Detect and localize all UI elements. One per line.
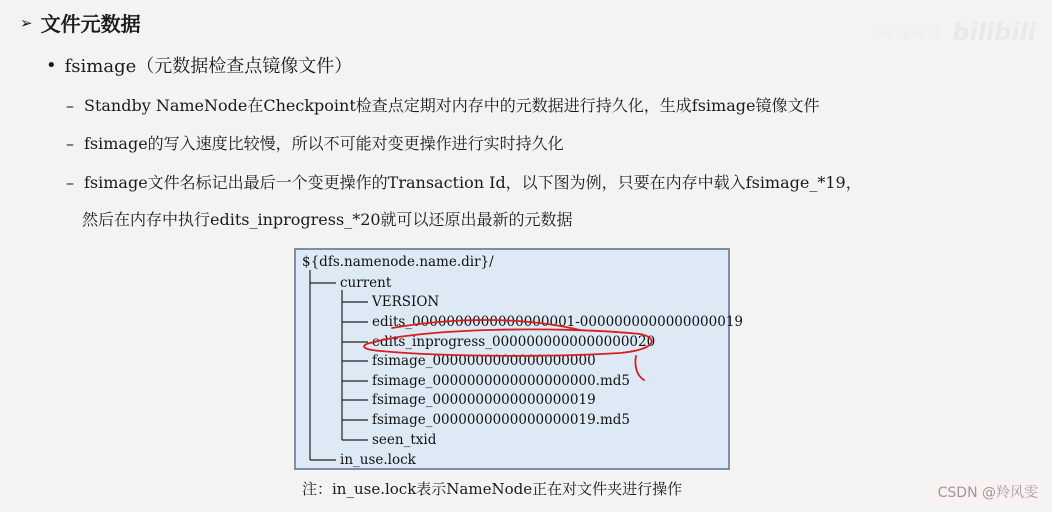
- tree-file: fsimage_0000000000000000000: [372, 353, 596, 369]
- bilibili-logo: bilibili: [952, 18, 1036, 46]
- directory-tree-figure: [294, 248, 743, 470]
- point-3-text: fsimage文件名标记出最后一个变更操作的Transaction Id，以下图为例，只要在内存中载入fsimage_*19，: [84, 173, 862, 192]
- tree-root: ${dfs.namenode.name.dir}/: [302, 254, 494, 270]
- point-3-continuation: 然后在内存中执行edits_inprogress_*20就可以还原出最新的元数据: [82, 210, 573, 229]
- figure-note: 注：in_use.lock表示NameNode正在对文件夹进行操作: [302, 480, 683, 498]
- point-1-text: Standby NameNode在Checkpoint检查点定期对内存中的元数据进行持久化，生成fsimage镜像文件: [84, 96, 820, 115]
- point-2: [66, 131, 564, 154]
- point-2-text: fsimage的写入速度比较慢，所以不可能对变更操作进行实时持久化: [84, 134, 564, 153]
- tree-file: VERSION: [372, 294, 440, 310]
- tree-file: seen_txid: [372, 432, 437, 448]
- watermark-text: 哔哩哔哩: [878, 23, 943, 43]
- point-1: [66, 93, 819, 116]
- arrow-bullet-icon: ➢: [20, 13, 33, 32]
- tree-file: edits_0000000000000000001-0000000000000000019: [372, 314, 743, 330]
- tree-file: fsimage_0000000000000000019: [372, 392, 596, 408]
- fsimage-bullet: [46, 52, 352, 78]
- bilibili-watermark: [878, 18, 1036, 46]
- tree-file: fsimage_0000000000000000000.md5: [372, 373, 630, 389]
- dash-marker: –: [66, 134, 74, 153]
- fsimage-bullet-text: fsimage（元数据检查点镜像文件）: [64, 56, 353, 77]
- dash-marker: –: [66, 96, 74, 115]
- tree-current-dir: current: [340, 275, 392, 291]
- bullet-dot-icon: •: [46, 54, 57, 76]
- tree-file: edits_inprogress_0000000000000000020: [372, 334, 656, 350]
- section-heading: [20, 8, 141, 37]
- csdn-watermark: CSDN @羚风雯: [932, 480, 1044, 504]
- point-3: [66, 170, 862, 193]
- tree-lock-file: in_use.lock: [340, 452, 416, 468]
- section-title: 文件元数据: [40, 12, 141, 36]
- tree-file: fsimage_0000000000000000019.md5: [372, 412, 630, 428]
- dash-marker: –: [66, 173, 74, 192]
